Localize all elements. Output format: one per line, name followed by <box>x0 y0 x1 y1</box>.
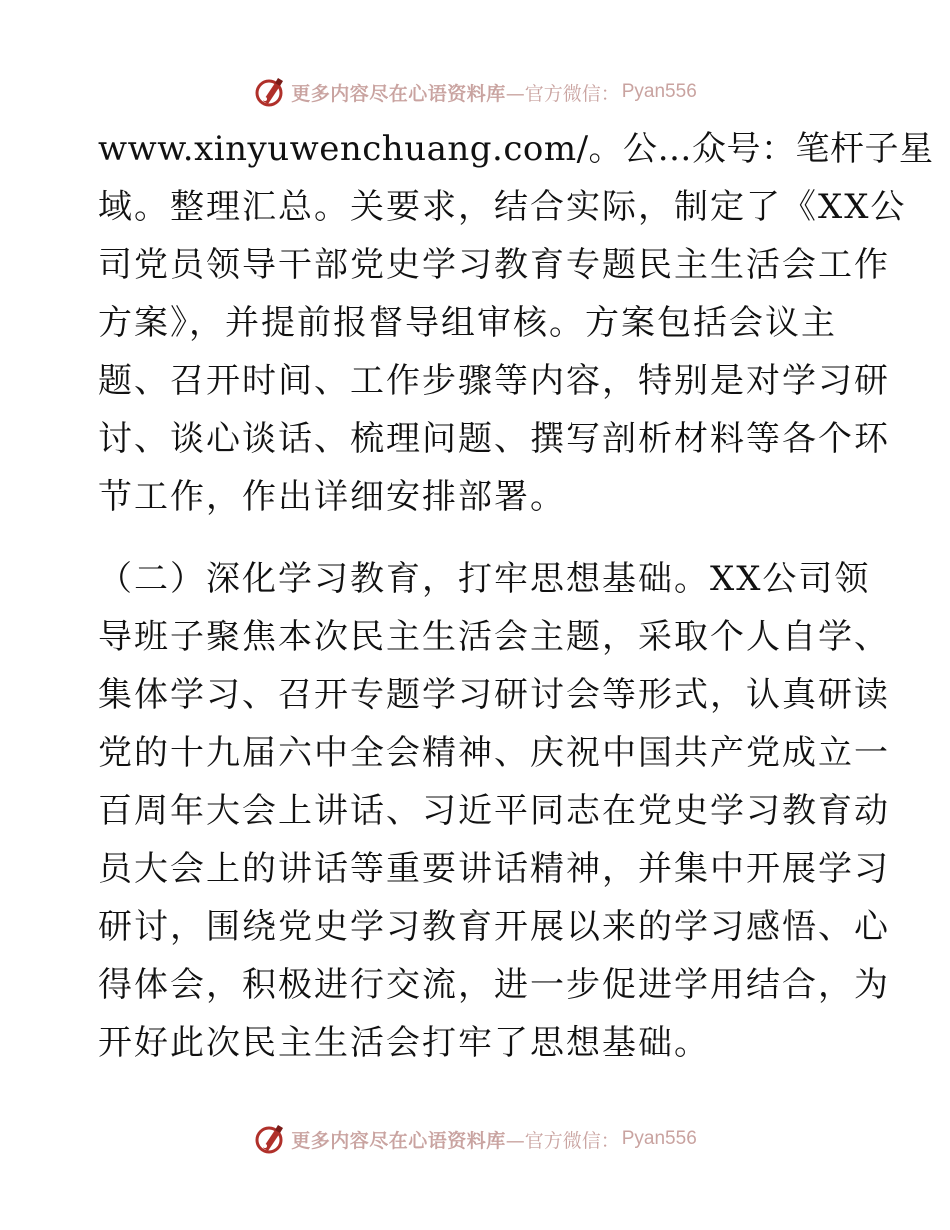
text-line: 百周年大会上讲话、习近平同志在党史学习教育动 <box>98 791 890 831</box>
banner-wechat-id: Pyan556 <box>621 1128 697 1149</box>
banner-separator: —官方微信： <box>505 82 620 105</box>
banner-text: 更多内容尽在心语资料库 <box>291 1129 506 1152</box>
paragraph-1 <box>98 120 934 526</box>
text-line: www.xinyuwenchuang.com/。公…众号：笔杆子星 <box>98 129 934 169</box>
text-line: 题、召开时间、工作步骤等内容，特别是对学习研 <box>98 361 890 401</box>
document-body <box>98 120 934 1072</box>
text-line: 研讨，围绕党史学习教育开展以来的学习感悟、心 <box>98 907 890 947</box>
text-line: 域。整理汇总。关要求，结合实际，制定了《XX公 <box>98 187 907 227</box>
text-line: 员大会上的讲话等重要讲话精神，并集中开展学习 <box>98 849 890 889</box>
paragraph-gap <box>98 526 858 550</box>
footer-banner <box>0 1117 950 1161</box>
text-line: 方案》，并提前报督导组审核。方案包括会议主 <box>98 303 837 343</box>
text-line: 开好此次民主生活会打牢了思想基础。 <box>98 1023 710 1063</box>
text-line: 讨、谈心谈话、梳理问题、撰写剖析材料等各个环 <box>98 419 890 459</box>
text-line: 司党员领导干部党史学习教育专题民主生活会工作 <box>98 245 890 285</box>
text-line: （二）深化学习教育，打牢思想基础。XX公司领 <box>98 559 871 599</box>
paragraph-2 <box>98 550 890 1072</box>
pen-logo-icon <box>253 75 287 109</box>
text-line: 党的十九届六中全会精神、庆祝中国共产党成立一 <box>98 733 890 773</box>
banner-separator: —官方微信： <box>505 1129 620 1152</box>
banner-wechat-id: Pyan556 <box>621 81 697 102</box>
header-banner <box>0 70 950 114</box>
text-line: 导班子聚焦本次民主生活会主题，采取个人自学、 <box>98 617 890 657</box>
text-line: 节工作，作出详细安排部署。 <box>98 477 566 517</box>
banner-text: 更多内容尽在心语资料库 <box>291 82 506 105</box>
text-line: 集体学习、召开专题学习研讨会等形式，认真研读 <box>98 675 890 715</box>
text-line: 得体会，积极进行交流，进一步促进学用结合，为 <box>98 965 890 1005</box>
pen-logo-icon <box>253 1122 287 1156</box>
